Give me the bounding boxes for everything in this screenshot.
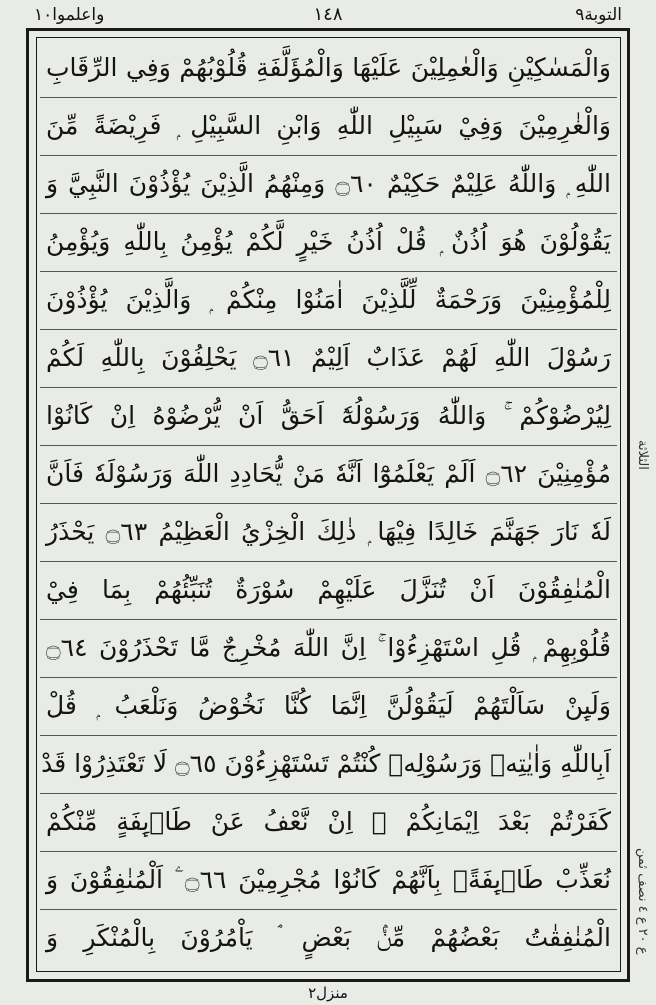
text-line: رَسُوْلَ اللّٰهِ لَهُمْ عَذَابٌ اَلِيْمٌ ۝٦١ يَحْلِفُوْنَ بِاللّٰهِ لَكُمْ bbox=[40, 330, 617, 388]
surah-name: التوبة٩ bbox=[575, 5, 622, 25]
margin-note-ruku: ع ٢٠ ع ٤ نصف ثمن bbox=[635, 848, 650, 955]
text-line: لِيُرْضُوْكُمْ ۚ وَاللّٰهُ وَرَسُوْلُهٗٓ اَحَقُّ اَنْ يُّرْضُوْهُ اِنْ كَانُوْا bbox=[40, 388, 617, 446]
text-line: الْمُنٰفِقُوْنَ اَنْ تُنَزَّلَ عَلَيْهِمْ سُوْرَةٌ تُنَبِّئُهُمْ بِمَا فِيْ bbox=[40, 562, 617, 620]
text-line: لِلْمُؤْمِنِيْنَ وَرَحْمَةٌ لِّلَّذِيْنَ اٰمَنُوْا مِنْكُمْ ۭ وَالَّذِيْنَ يُؤْذُوْنَ bbox=[40, 272, 617, 330]
text-line: وَالْمَسٰكِيْنِ وَالْعٰمِلِيْنَ عَلَيْهَا وَالْمُؤَلَّفَةِ قُلُوْبُهُمْ وَفِي الرِّقَابِ bbox=[40, 40, 617, 98]
juz-name: واعلموا١٠ bbox=[34, 5, 105, 25]
text-line: نُعَذِّبْ طَاۗىِٕفَةًۢ بِاَنَّهُمْ كَانُوْا مُجْرِمِيْنَ ۝٦٦ ۧ اَلْمُنٰفِقُوْنَ وَ bbox=[40, 852, 617, 910]
margin-note-thalatha: الثلاثة bbox=[635, 440, 650, 470]
text-line: اَبِاللّٰهِ وَاٰيٰتِهٖ وَرَسُوْلِهٖ كُنْتُمْ تَسْتَهْزِءُوْنَ ۝٦٥ لَا تَعْتَذِرُوْا قَدْ bbox=[40, 736, 617, 794]
text-line: قُلُوْبِهِمْ ۭ قُلِ اسْتَهْزِءُوْا ۚ اِنَّ اللّٰهَ مُخْرِجٌ مَّا تَحْذَرُوْنَ ۝٦٤ bbox=[40, 620, 617, 678]
text-line: الْمُنٰفِقٰتُ بَعْضُهُمْ مِّنْۢ بَعْضٍ ۘ يَاْمُرُوْنَ بِالْمُنْكَرِ وَ bbox=[46, 923, 611, 952]
text-line: اللّٰهِ ۭ وَاللّٰهُ عَلِيْمٌ حَكِيْمٌ ۝٦٠ وَمِنْهُمُ الَّذِيْنَ يُؤْذُوْنَ النَّبِيَّ وَ bbox=[40, 156, 617, 214]
text-line: وَالْغٰرِمِيْنَ وَفِيْ سَبِيْلِ اللّٰهِ وَابْنِ السَّبِيْلِ ۭ فَرِيْضَةً مِّنَ bbox=[40, 98, 617, 156]
page-header bbox=[28, 4, 628, 26]
quran-text-block bbox=[40, 40, 617, 969]
text-line: يَقُوْلُوْنَ هُوَ اُذُنٌ ۭ قُلْ اُذُنُ خَيْرٍ لَّكُمْ يُؤْمِنُ بِاللّٰهِ وَيُؤْمِنُ bbox=[40, 214, 617, 272]
text-line: وَلَىِٕنْ سَاَلْتَهُمْ لَيَقُوْلُنَّ اِنَّمَا كُنَّا نَخُوْضُ وَنَلْعَبُ ۭ قُلْ bbox=[40, 678, 617, 736]
manzil-marker: منزل٢ bbox=[308, 984, 348, 1002]
page-number: ١٤٨ bbox=[313, 4, 343, 25]
text-line: لَهٗ نَارَ جَهَنَّمَ خَالِدًا فِيْهَا ۭ ذٰلِكَ الْخِزْيُ الْعَظِيْمُ ۝٦٣ يَحْذَرُ bbox=[40, 504, 617, 562]
text-line: كَفَرْتُمْ بَعْدَ اِيْمَانِكُمْ ۭ اِنْ نَّعْفُ عَنْ طَاۗىِٕفَةٍ مِّنْكُمْ bbox=[40, 794, 617, 852]
text-line: مُؤْمِنِيْنَ ۝٦٢ اَلَمْ يَعْلَمُوْٓا اَنَّهٗ مَنْ يُّحَادِدِ اللّٰهَ وَرَسُوْلَهٗ فَاَنَّ bbox=[40, 446, 617, 504]
